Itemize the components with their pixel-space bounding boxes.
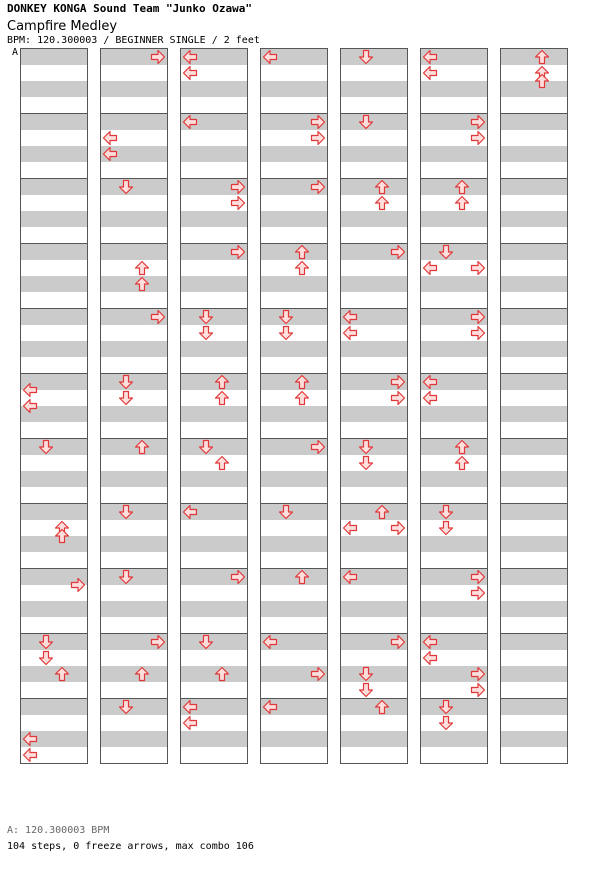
measure <box>500 633 568 698</box>
arrow-up-icon <box>294 390 310 406</box>
measure <box>420 373 488 438</box>
arrow-up-icon <box>214 374 230 390</box>
arrow-left-icon <box>102 146 118 162</box>
measure <box>20 438 88 503</box>
measure <box>180 438 248 503</box>
arrow-down-icon <box>438 520 454 536</box>
measure <box>20 568 88 633</box>
measure <box>340 243 408 308</box>
chart-column <box>340 48 408 764</box>
chart-column <box>20 48 88 764</box>
measure <box>180 698 248 764</box>
measure <box>100 48 168 113</box>
arrow-left-icon <box>422 260 438 276</box>
arrow-down-icon <box>438 504 454 520</box>
measure <box>100 178 168 243</box>
arrow-left-icon <box>342 520 358 536</box>
measure <box>180 48 248 113</box>
measure <box>260 633 328 698</box>
arrow-down-icon <box>358 114 374 130</box>
arrow-right-icon <box>230 179 246 195</box>
arrow-right-icon <box>470 682 486 698</box>
measure <box>420 178 488 243</box>
arrow-up-icon <box>454 439 470 455</box>
measure <box>420 308 488 373</box>
arrow-down-icon <box>118 699 134 715</box>
arrow-right-icon <box>470 585 486 601</box>
arrow-right-icon <box>150 309 166 325</box>
measure <box>100 373 168 438</box>
measure <box>420 698 488 764</box>
song-title: Campfire Medley <box>7 19 118 34</box>
measure <box>340 698 408 764</box>
arrow-up-icon <box>134 666 150 682</box>
measure <box>20 373 88 438</box>
measure <box>340 308 408 373</box>
measure <box>100 243 168 308</box>
arrow-right-icon <box>470 130 486 146</box>
arrow-right-icon <box>470 260 486 276</box>
chart-column <box>500 48 568 764</box>
measure <box>180 243 248 308</box>
arrow-right-icon <box>470 325 486 341</box>
arrow-left-icon <box>182 49 198 65</box>
arrow-up-icon <box>54 528 70 544</box>
arrow-down-icon <box>38 650 54 666</box>
arrow-up-icon <box>294 244 310 260</box>
arrow-down-icon <box>278 504 294 520</box>
measure <box>500 438 568 503</box>
arrow-right-icon <box>310 179 326 195</box>
arrow-down-icon <box>118 179 134 195</box>
arrow-up-icon <box>374 179 390 195</box>
measure <box>260 698 328 764</box>
measure <box>340 633 408 698</box>
chart-column <box>260 48 328 764</box>
arrow-down-icon <box>118 390 134 406</box>
measure <box>20 243 88 308</box>
arrow-left-icon <box>22 382 38 398</box>
arrow-right-icon <box>230 195 246 211</box>
measure <box>420 243 488 308</box>
arrow-up-icon <box>534 73 550 89</box>
arrow-down-icon <box>118 504 134 520</box>
arrow-up-icon <box>294 374 310 390</box>
arrow-right-icon <box>390 520 406 536</box>
measure <box>100 568 168 633</box>
measure <box>180 633 248 698</box>
arrow-left-icon <box>422 650 438 666</box>
arrow-up-icon <box>134 276 150 292</box>
arrow-right-icon <box>470 309 486 325</box>
measure <box>100 503 168 568</box>
measure <box>180 373 248 438</box>
bpm-marker-label: A <box>12 47 19 58</box>
arrow-down-icon <box>38 439 54 455</box>
measure <box>20 633 88 698</box>
measure <box>500 568 568 633</box>
measure <box>260 243 328 308</box>
arrow-up-icon <box>54 666 70 682</box>
arrow-right-icon <box>150 634 166 650</box>
measure <box>500 698 568 764</box>
arrow-left-icon <box>102 130 118 146</box>
arrow-left-icon <box>262 49 278 65</box>
measure <box>180 568 248 633</box>
measure <box>260 568 328 633</box>
measure <box>260 178 328 243</box>
measure <box>20 113 88 178</box>
arrow-down-icon <box>198 325 214 341</box>
measure <box>100 308 168 373</box>
song-artist: DONKEY KONGA Sound Team "Junko Ozawa" <box>7 2 253 15</box>
measure <box>180 503 248 568</box>
measure <box>20 698 88 764</box>
measure <box>340 568 408 633</box>
measure <box>340 373 408 438</box>
chart-column <box>180 48 248 764</box>
arrow-right-icon <box>390 374 406 390</box>
arrow-down-icon <box>358 49 374 65</box>
measure <box>100 438 168 503</box>
arrow-down-icon <box>438 244 454 260</box>
chart-column <box>420 48 488 764</box>
measure <box>180 308 248 373</box>
arrow-left-icon <box>182 114 198 130</box>
measure <box>500 503 568 568</box>
step-stats: 104 steps, 0 freeze arrows, max combo 106 <box>7 841 254 852</box>
arrow-down-icon <box>438 699 454 715</box>
measure <box>500 178 568 243</box>
arrow-right-icon <box>390 244 406 260</box>
arrow-up-icon <box>454 179 470 195</box>
arrow-right-icon <box>470 666 486 682</box>
measure <box>340 113 408 178</box>
arrow-right-icon <box>470 569 486 585</box>
measure <box>500 308 568 373</box>
arrow-left-icon <box>342 325 358 341</box>
arrow-up-icon <box>294 260 310 276</box>
arrow-down-icon <box>358 682 374 698</box>
arrow-left-icon <box>22 731 38 747</box>
measure <box>340 503 408 568</box>
measure <box>100 698 168 764</box>
arrow-down-icon <box>198 439 214 455</box>
arrow-left-icon <box>22 398 38 414</box>
arrow-right-icon <box>230 569 246 585</box>
arrow-up-icon <box>454 455 470 471</box>
arrow-right-icon <box>310 666 326 682</box>
arrow-down-icon <box>438 715 454 731</box>
arrow-right-icon <box>70 577 86 593</box>
arrow-right-icon <box>310 439 326 455</box>
measure <box>420 438 488 503</box>
measure <box>420 568 488 633</box>
arrow-down-icon <box>118 569 134 585</box>
arrow-left-icon <box>262 634 278 650</box>
arrow-left-icon <box>422 49 438 65</box>
arrow-up-icon <box>134 260 150 276</box>
arrow-right-icon <box>230 244 246 260</box>
arrow-down-icon <box>358 455 374 471</box>
measure <box>260 308 328 373</box>
arrow-up-icon <box>454 195 470 211</box>
arrow-right-icon <box>310 130 326 146</box>
arrow-right-icon <box>150 49 166 65</box>
measure <box>260 503 328 568</box>
measure <box>500 48 568 113</box>
arrow-left-icon <box>182 715 198 731</box>
measure <box>100 633 168 698</box>
measure <box>20 48 88 113</box>
measure <box>20 308 88 373</box>
measure <box>260 113 328 178</box>
measure <box>500 243 568 308</box>
arrow-left-icon <box>262 699 278 715</box>
measure <box>340 178 408 243</box>
arrow-left-icon <box>342 309 358 325</box>
arrow-up-icon <box>214 666 230 682</box>
arrow-down-icon <box>118 374 134 390</box>
arrow-left-icon <box>422 65 438 81</box>
arrow-left-icon <box>422 374 438 390</box>
measure <box>20 503 88 568</box>
arrow-left-icon <box>182 699 198 715</box>
song-meta: BPM: 120.300003 / BEGINNER SINGLE / 2 feet <box>7 35 260 46</box>
measure <box>20 178 88 243</box>
measure <box>500 113 568 178</box>
arrow-left-icon <box>182 65 198 81</box>
arrow-right-icon <box>390 634 406 650</box>
measure <box>420 113 488 178</box>
arrow-up-icon <box>134 439 150 455</box>
measure <box>420 633 488 698</box>
measure <box>180 113 248 178</box>
measure <box>420 48 488 113</box>
arrow-up-icon <box>374 195 390 211</box>
measure <box>420 503 488 568</box>
arrow-down-icon <box>358 439 374 455</box>
chart-column <box>100 48 168 764</box>
arrow-down-icon <box>198 634 214 650</box>
arrow-left-icon <box>342 569 358 585</box>
measure <box>340 438 408 503</box>
arrow-right-icon <box>470 114 486 130</box>
measure <box>180 178 248 243</box>
measure <box>260 438 328 503</box>
measure <box>500 373 568 438</box>
arrow-up-icon <box>294 569 310 585</box>
arrow-down-icon <box>38 634 54 650</box>
arrow-right-icon <box>390 390 406 406</box>
measure <box>260 373 328 438</box>
arrow-left-icon <box>22 747 38 763</box>
arrow-up-icon <box>534 49 550 65</box>
arrow-up-icon <box>214 390 230 406</box>
arrow-left-icon <box>422 634 438 650</box>
arrow-left-icon <box>182 504 198 520</box>
arrow-down-icon <box>278 325 294 341</box>
arrow-up-icon <box>374 699 390 715</box>
measure <box>100 113 168 178</box>
arrow-up-icon <box>374 504 390 520</box>
arrow-up-icon <box>214 455 230 471</box>
bpm-legend: A: 120.300003 BPM <box>7 825 110 836</box>
arrow-left-icon <box>422 390 438 406</box>
arrow-down-icon <box>278 309 294 325</box>
measure <box>340 48 408 113</box>
arrow-down-icon <box>358 666 374 682</box>
measure <box>260 48 328 113</box>
arrow-down-icon <box>198 309 214 325</box>
arrow-right-icon <box>310 114 326 130</box>
